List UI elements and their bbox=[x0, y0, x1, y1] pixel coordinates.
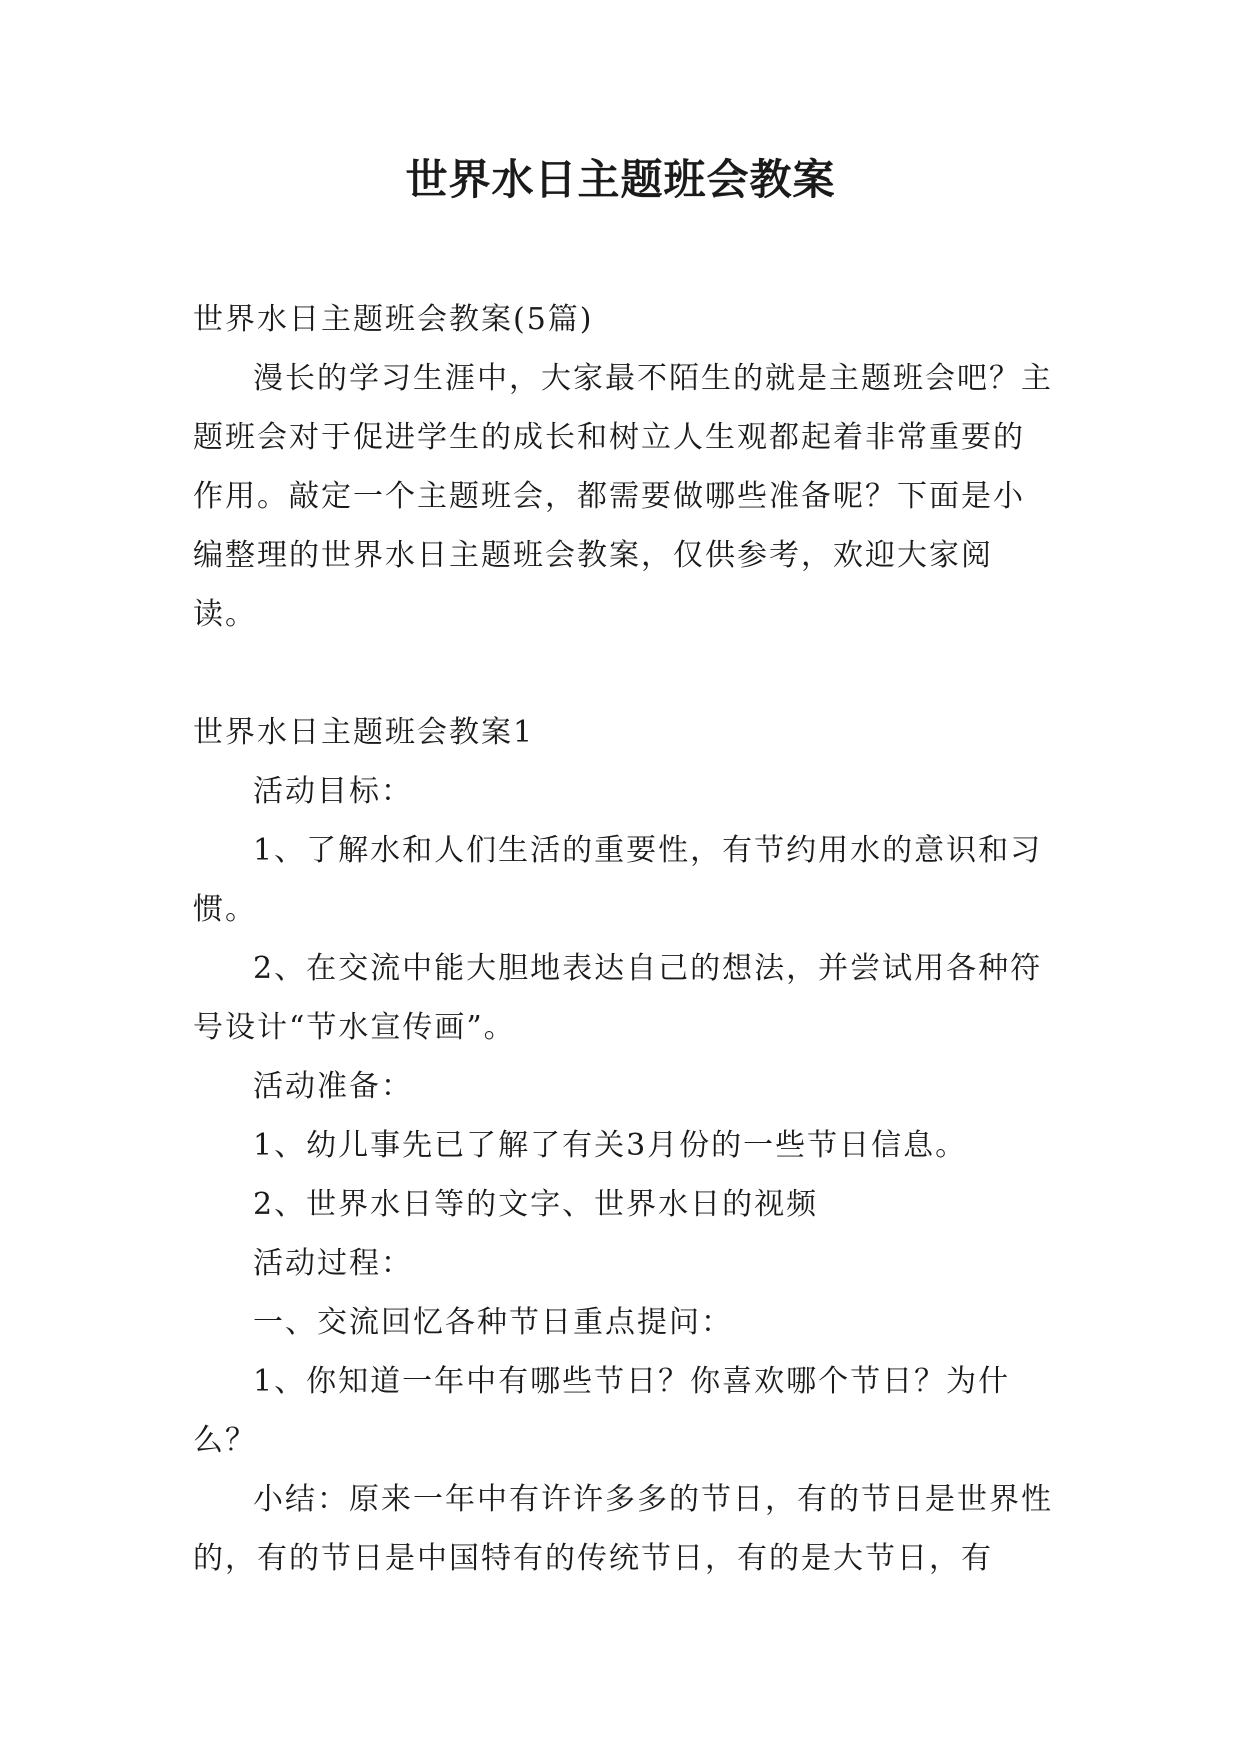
document-body bbox=[193, 290, 1053, 1588]
paragraph-summary: 小结：原来一年中有许许多多的节日，有的节日是世界性的，有的节日是中国特有的传统节日，有的是大节日，有 bbox=[193, 1482, 1053, 1576]
paragraph-question-1: 1、你知道一年中有哪些节日？你喜欢哪个节日？为什么？ bbox=[193, 1364, 1011, 1458]
paragraph-prep-1: 1、幼儿事先已了解了有关3月份的一些节日信息。 bbox=[253, 1128, 968, 1163]
intro-paragraph: 漫长的学习生涯中，大家最不陌生的就是主题班会吧？主题班会对于促进学生的成长和树立人生观都起着非常重要的作用。敲定一个主题班会，都需要做哪些准备呢？下面是小编整理的世界水日主题班会教案，仅供参考，欢迎大家阅读。 bbox=[193, 361, 1053, 632]
section-heading: 世界水日主题班会教案1 bbox=[193, 715, 535, 750]
document-subtitle: 世界水日主题班会教案(5篇) bbox=[193, 302, 594, 337]
paragraph-goal-2: 2、在交流中能大胆地表达自己的想法，并尝试用各种符号设计“节水宣传画”。 bbox=[193, 951, 1043, 1045]
document-title: 世界水日主题班会教案 bbox=[405, 155, 836, 204]
paragraph-activity-process: 活动过程： bbox=[253, 1246, 413, 1281]
paragraph-process-1: 一、交流回忆各种节日重点提问： bbox=[253, 1305, 733, 1340]
paragraph-activity-prep: 活动准备： bbox=[253, 1069, 413, 1104]
paragraph-goal-1: 1、了解水和人们生活的重要性，有节约用水的意识和习惯。 bbox=[193, 833, 1043, 927]
paragraph-activity-goals: 活动目标： bbox=[253, 774, 413, 809]
paragraph-prep-2: 2、世界水日等的文字、世界水日的视频 bbox=[253, 1187, 819, 1222]
